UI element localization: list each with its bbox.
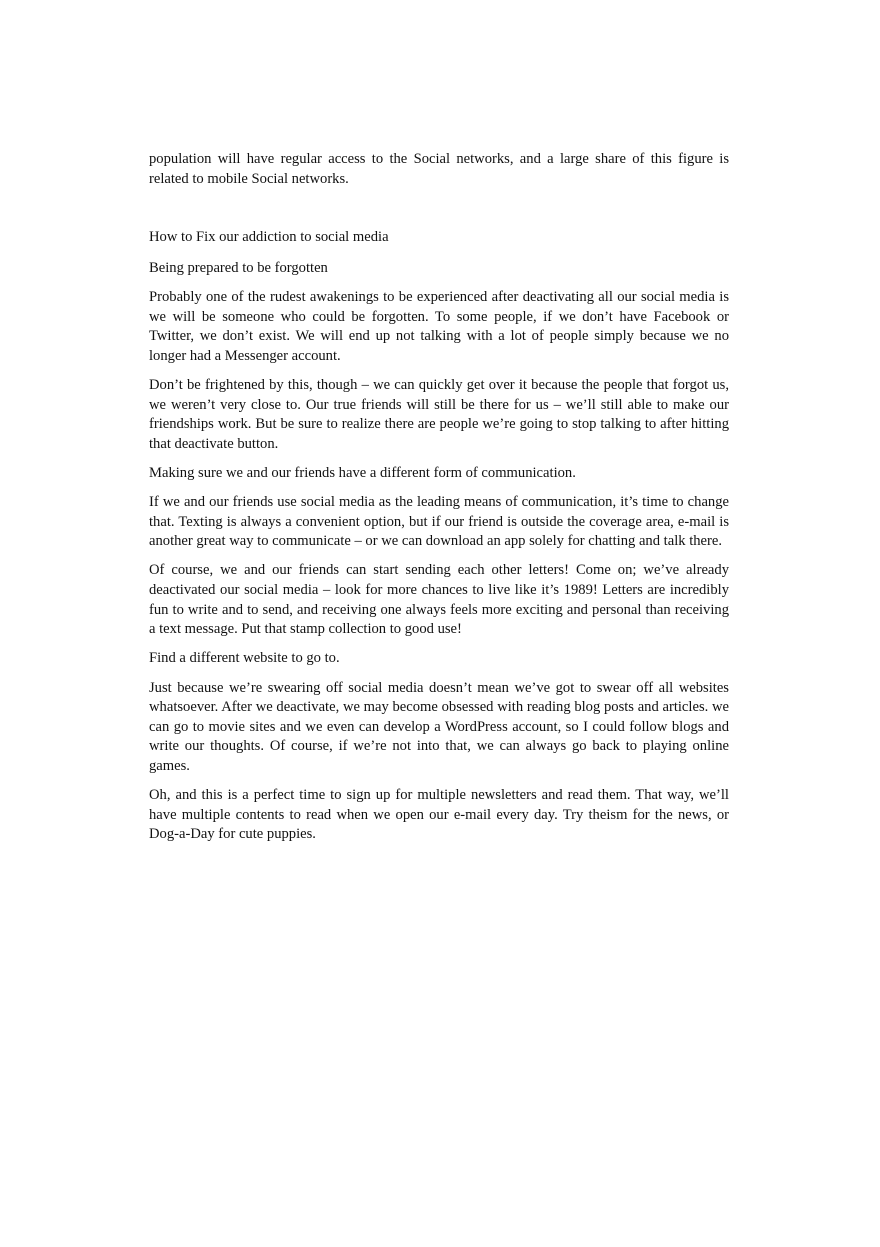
- paragraph: Just because we’re swearing off social media doesn’t mean we’ve got to swear off all websites whatsoever. After we deactivate, we may become obsessed with reading blog posts and articles. we can go to movie sites and we even can develop a WordPress account, so I could follow blogs and write our thoughts. Of course, if we’re not into that, we can always go back to playing online games.: [149, 679, 729, 774]
- section-heading-forgotten: Being prepared to be forgotten: [149, 259, 328, 276]
- section-heading-website: Find a different website to go to.: [149, 650, 340, 667]
- paragraph: Don’t be frightened by this, though – we can quickly get over it because the people that forgot us, we weren’t very close to. Our true friends will still be there for us – we’ll still able to make our friendships work. But be sure to realize there are people we’re going to stop talking to after hitting that deactivate button.: [149, 376, 729, 452]
- document-body: [149, 150, 729, 855]
- paragraph: Of course, we and our friends can start sending each other letters! Come on; we’ve already deactivated our social media – look for more chances to live like it’s 1989! Letters are incredibly fun to write and to send, and receiving one always feels more exciting and personal than receiving a text message. Put that stamp collection to good use!: [149, 562, 729, 638]
- intro-paragraph: population will have regular access to the Social networks, and a large share of this figure is related to mobile Social networks.: [149, 151, 729, 187]
- section-heading-communication: Making sure we and our friends have a different form of communication.: [149, 464, 576, 481]
- paragraph: Probably one of the rudest awakenings to be experienced after deactivating all our social media is we will be someone who could be forgotten. To some people, if we don’t have Facebook or Twitter, we don’t exist. We will end up not talking with a lot of people simply because we no longer had a Messenger account.: [149, 288, 729, 364]
- paragraph: If we and our friends use social media as the leading means of communication, it’s time to change that. Texting is always a convenient option, but if our friend is outside the coverage area, e-mail is another great way to communicate – or we can download an app solely for chatting and talk there.: [149, 494, 729, 550]
- section-gap: [149, 189, 729, 228]
- document-title: How to Fix our addiction to social media: [149, 229, 389, 246]
- paragraph: Oh, and this is a perfect time to sign up for multiple newsletters and read them. That way, we’ll have multiple contents to read when we open our e-mail every day. Try theism for the news, or Dog-a-Day for cute puppies.: [149, 787, 729, 843]
